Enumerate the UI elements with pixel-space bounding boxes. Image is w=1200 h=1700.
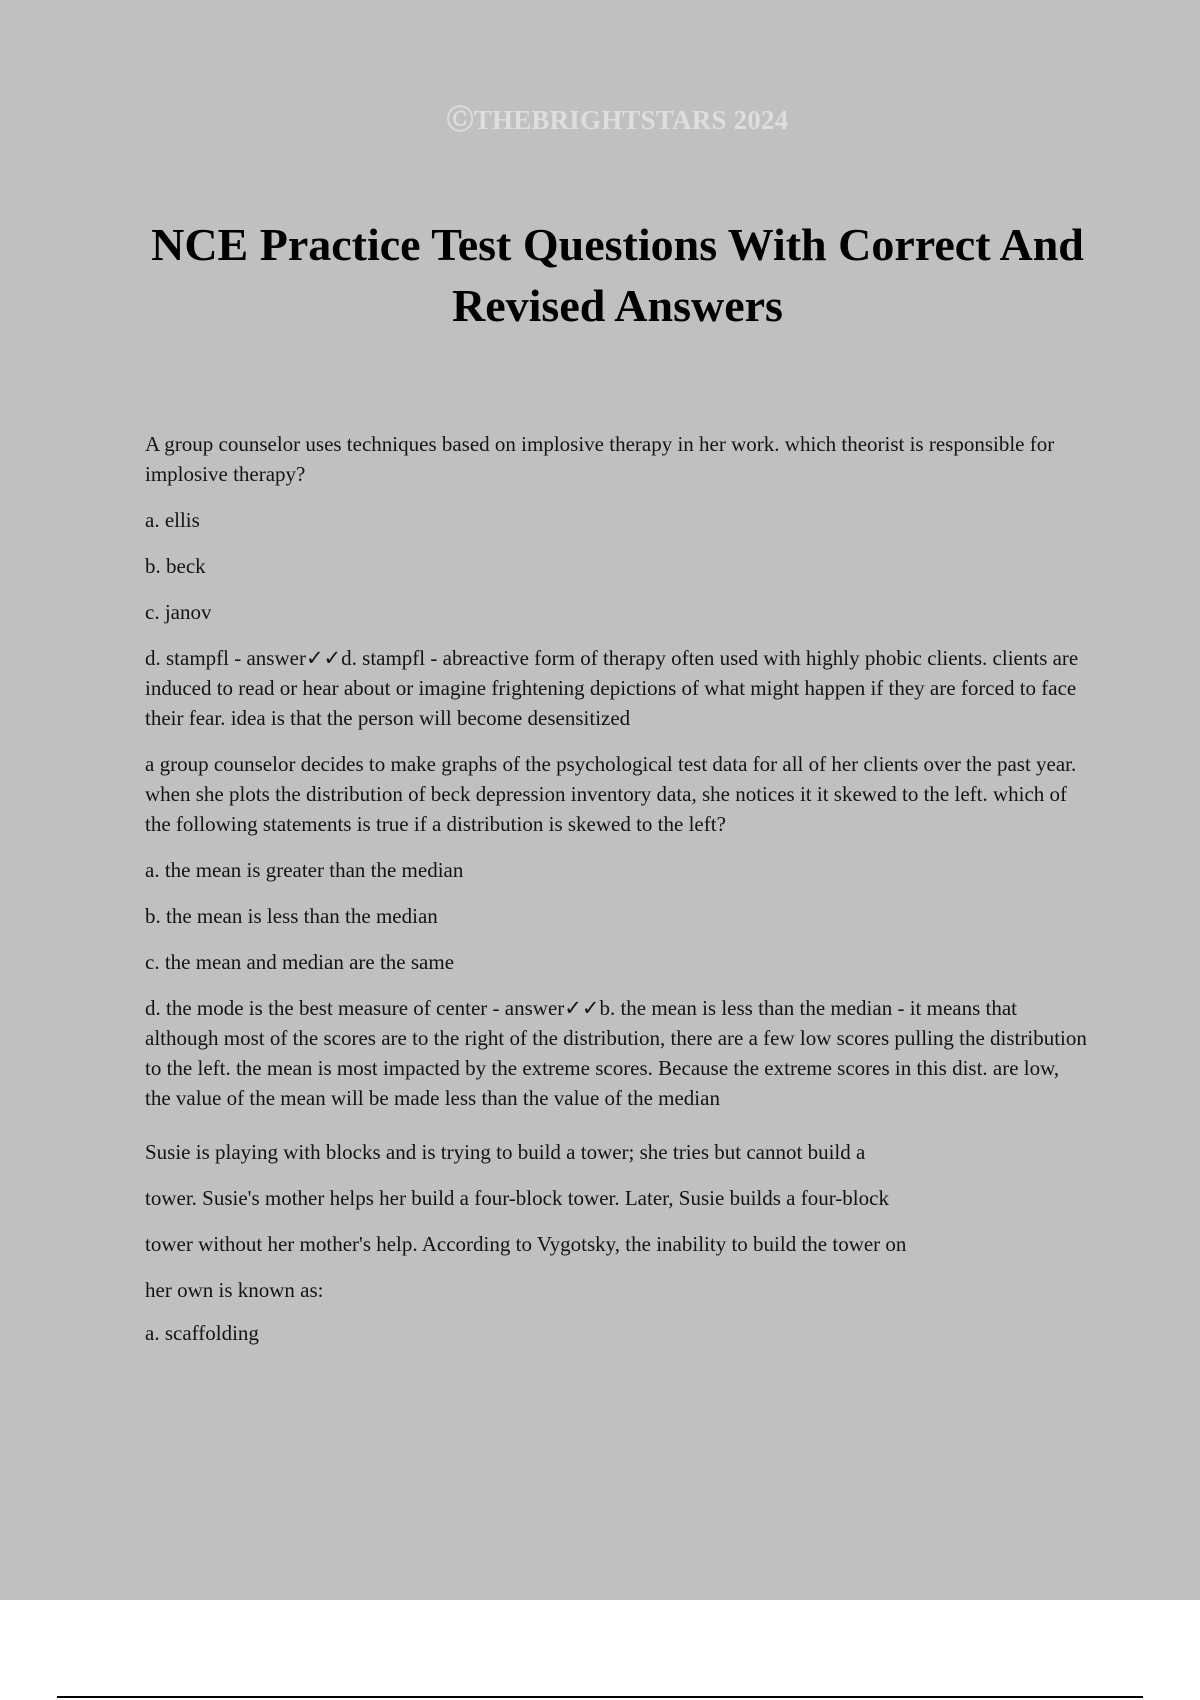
question-stem-line: her own is known as: bbox=[145, 1278, 324, 1302]
answer-option: a. the mean is greater than the median bbox=[145, 858, 464, 882]
answer-option: a. scaffolding bbox=[145, 1321, 259, 1345]
question-3 bbox=[145, 1129, 1090, 1353]
answer-option: c. the mean and median are the same bbox=[145, 950, 455, 974]
question-1 bbox=[145, 429, 1090, 733]
answer-option: b. the mean is less than the median bbox=[145, 904, 438, 928]
question-stem: A group counselor uses techniques based on implosive therapy in her work. which theorist is responsible for implosive therapy? bbox=[145, 432, 1055, 486]
footer-divider bbox=[57, 1696, 1143, 1698]
question-stem-line: Susie is playing with blocks and is trying to build a tower; she tries but cannot build a bbox=[145, 1140, 866, 1164]
page-title: NCE Practice Test Questions With Correct And Revised Answers bbox=[151, 219, 1084, 331]
question-stem-line: tower without her mother's help. According to Vygotsky, the inability to build the tower on bbox=[145, 1232, 907, 1256]
question-2 bbox=[145, 749, 1090, 1113]
copyright-watermark: ⒸTHEBRIGHTSTARS 2024 bbox=[446, 105, 789, 135]
question-stem-line: tower. Susie's mother helps her build a four-block tower. Later, Susie builds a four-block bbox=[145, 1186, 889, 1210]
answer-option: a. ellis bbox=[145, 508, 200, 532]
answer-explanation: d. stampfl - answer✓✓d. stampfl - abreactive form of therapy often used with highly phobic clients. clients are induced to read or hear about or imagine frightening depictions of what might happen if they are forced to face their fear. idea is that the person will become desensitized bbox=[145, 646, 1079, 730]
answer-explanation: d. the mode is the best measure of center - answer✓✓b. the mean is less than the median - it means that although most of the scores are to the right of the distribution, there are a few low scores pulling the distribution to the left. the mean is most impacted by the extreme scores. Because the extreme scores in this dist. are low, the value of the mean will be made less than the value of the median bbox=[145, 996, 1087, 1110]
answer-option: c. janov bbox=[145, 600, 212, 624]
question-stem: a group counselor decides to make graphs of the psychological test data for all of her clients over the past year. when she plots the distribution of beck depression inventory data, she notices it it skewed to the left. which of the following statements is true if a distribution is skewed to the left? bbox=[145, 752, 1077, 836]
question-list bbox=[145, 429, 1090, 1369]
answer-option: b. beck bbox=[145, 554, 206, 578]
